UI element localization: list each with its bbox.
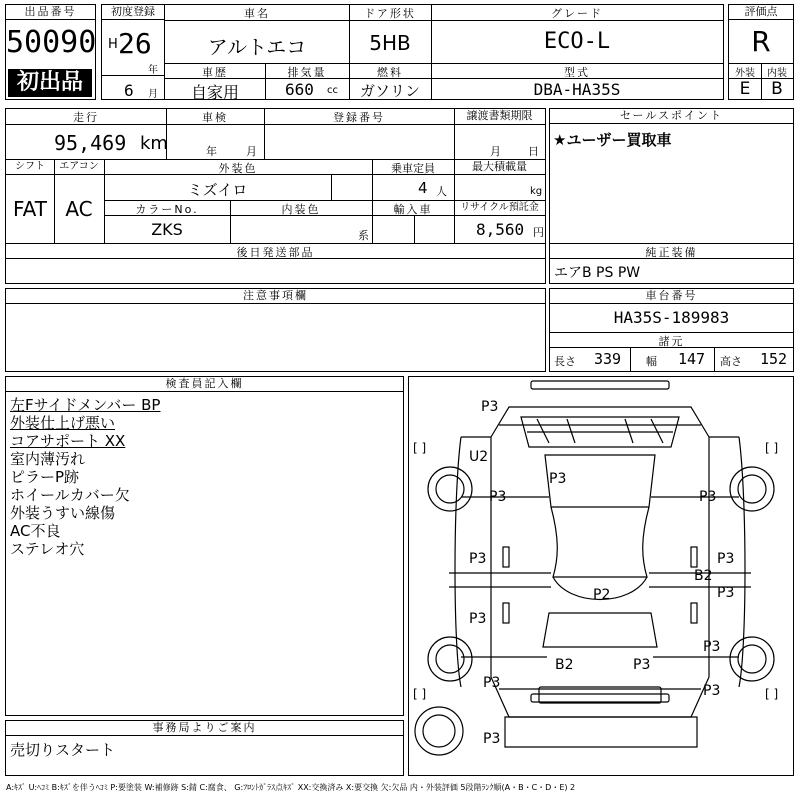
max-load-label: 最大積載量 <box>472 160 527 173</box>
chassis-number: HA35S-189983 <box>613 308 730 327</box>
damage-mark: P3 <box>481 399 499 415</box>
interior-label: 内装 <box>767 68 787 79</box>
lot-label: 出品番号 <box>6 5 95 20</box>
bracket-mark: [ ] <box>413 441 427 455</box>
door-type: 5HB <box>369 31 411 55</box>
damage-mark: P2 <box>593 587 611 603</box>
damage-mark: B2 <box>555 657 574 673</box>
damage-mark: B2 <box>694 568 713 584</box>
lot-box <box>5 4 96 100</box>
model-label: 型式 <box>564 66 590 79</box>
damage-mark: P3 <box>717 585 735 601</box>
height-label: 高さ <box>720 355 742 368</box>
month-unit: 月 <box>148 89 158 100</box>
notes-box <box>5 288 546 372</box>
damage-mark: P3 <box>633 657 651 673</box>
int-color-suffix: 系 <box>358 229 369 242</box>
sales-point-text: ★ユーザー買取車 <box>553 131 672 149</box>
inspector-box <box>5 376 404 716</box>
inspector-line: 左Fサイドメンバー BP <box>10 396 161 414</box>
capacity-label: 乗車定員 <box>391 162 435 175</box>
era: H <box>108 37 118 52</box>
later-parts-label: 後日発送部品 <box>236 246 315 259</box>
equipment-text: エアB PS PW <box>554 265 641 281</box>
mileage: 95,469 <box>54 131 127 155</box>
max-load-unit: kg <box>530 186 543 197</box>
equipment-label: 純正装備 <box>645 246 698 259</box>
first-reg-box <box>101 4 165 100</box>
mileage-label: 走行 <box>73 111 99 124</box>
history: 自家用 <box>190 83 239 102</box>
inspector-label: 検査員記入欄 <box>6 377 403 392</box>
damage-mark: P3 <box>703 683 721 699</box>
notes-label: 注意事項欄 <box>6 289 545 304</box>
ext-color-label: 外装色 <box>218 162 258 175</box>
history-label: 車歴 <box>202 66 228 79</box>
inspector-line: 外装うすい線傷 <box>10 504 116 522</box>
aircon: AC <box>65 197 93 221</box>
damage-mark: P3 <box>469 551 487 567</box>
import-label: 輸入車 <box>393 203 433 216</box>
car-name: アルトエコ <box>207 35 307 59</box>
shift-label: シフト <box>15 161 45 172</box>
recycle-fee: 8,560 <box>476 220 525 239</box>
height: 152 <box>760 350 788 368</box>
car-diagram <box>408 376 794 776</box>
inspector-line: ピラーP跡 <box>10 468 80 486</box>
damage-mark: P3 <box>489 489 507 505</box>
recycle-unit: 円 <box>533 226 544 239</box>
fuel-label: 燃料 <box>377 66 403 79</box>
exterior-grade: E <box>739 79 751 99</box>
office-box <box>5 720 404 776</box>
inspector-line: 室内薄汚れ <box>10 450 86 468</box>
displacement-label: 排気量 <box>287 66 327 79</box>
fuel: ガソリン <box>359 82 420 100</box>
first-reg-label: 初度登録 <box>102 5 164 20</box>
chassis-label: 車台番号 <box>550 289 793 304</box>
length: 339 <box>594 350 622 368</box>
grade: ECO-L <box>543 29 611 54</box>
first-reg-year: 26 <box>118 27 152 60</box>
inspector-line: 外装仕上げ悪い <box>10 414 116 432</box>
score-box <box>728 4 794 100</box>
sales-point-box <box>549 108 794 284</box>
capacity: 4 <box>418 179 428 197</box>
recycle-label: リサイクル預託金 <box>460 202 539 213</box>
reg-no-label: 登録番号 <box>333 111 385 124</box>
bracket-mark: [ ] <box>413 687 427 701</box>
transfer-label: 譲渡書類期限 <box>466 109 533 122</box>
width-label: 幅 <box>646 355 657 368</box>
car-diagram-svg <box>409 377 792 774</box>
dims-label: 諸元 <box>658 335 685 348</box>
int-color-label: 内装色 <box>281 203 321 216</box>
office-text: 売切りスタート <box>10 741 116 759</box>
transfer-day-unit: 日 <box>528 145 539 158</box>
chassis-box <box>549 288 794 372</box>
length-label: 長さ <box>554 355 576 368</box>
damage-mark: P3 <box>469 611 487 627</box>
grade-label: グレード <box>551 7 603 20</box>
inspector-line: コアサポート XX <box>10 432 126 450</box>
damage-mark: P3 <box>703 639 721 655</box>
inspection-label: 車検 <box>202 111 228 124</box>
sales-point-label: セールスポイント <box>550 109 793 124</box>
displacement: 660 <box>285 80 314 99</box>
score-value: R <box>751 25 771 58</box>
capacity-unit: 人 <box>436 185 447 198</box>
displacement-unit: cc <box>327 85 338 96</box>
damage-mark: U2 <box>469 449 489 465</box>
details-box <box>5 108 546 284</box>
width: 147 <box>678 350 706 368</box>
shift: FAT <box>12 197 47 221</box>
color-no-label: カラーNo. <box>135 203 199 216</box>
mileage-unit: km <box>140 133 168 154</box>
ext-color: ミズイロ <box>187 181 248 199</box>
transfer-month-unit: 月 <box>490 145 501 158</box>
aircon-label: エアコン <box>59 161 99 172</box>
damage-mark: P3 <box>717 551 735 567</box>
bracket-mark: [ ] <box>765 441 779 455</box>
lot-number: 50090 <box>6 25 97 60</box>
score-label: 評価点 <box>729 5 793 20</box>
first-listing-badge: 初出品 <box>8 69 92 97</box>
bracket-mark: [ ] <box>765 687 779 701</box>
damage-mark: P3 <box>549 471 567 487</box>
car-name-label: 車名 <box>244 7 270 20</box>
inspector-line: ステレオ穴 <box>10 540 85 558</box>
damage-mark: P3 <box>699 489 717 505</box>
inspection-year-unit: 年 <box>206 145 217 158</box>
legend-text: A:ｷｽﾞ U:ﾍｺﾐ B:ｷｽﾞを伴うﾍｺﾐ P:要塗装 W:補修跡 S:錆 C:腐食、 G:ﾌﾛﾝﾄｶﾞﾗｽ点ｷｽﾞ XX:交換済み X:要交換 欠:欠品 内・外装評価 5段階ﾗﾝｸ順(A・B・C・D・E) 2 <box>6 783 576 792</box>
inspector-line: ホイールカバー欠 <box>10 486 130 504</box>
interior-grade: B <box>771 79 783 99</box>
color-no: ZKS <box>151 220 183 239</box>
vehicle-info-box <box>164 4 724 100</box>
door-label: ドア形状 <box>364 7 416 20</box>
model-code: DBA-HA35S <box>533 80 621 99</box>
office-label: 事務局よりご案内 <box>6 721 403 736</box>
inspection-month-unit: 月 <box>246 145 257 158</box>
damage-mark: P3 <box>483 731 501 747</box>
inspector-line: AC不良 <box>10 522 61 540</box>
year-unit: 年 <box>148 65 158 76</box>
first-reg-month: 6 <box>124 81 134 100</box>
damage-mark: P3 <box>483 675 501 691</box>
exterior-label: 外装 <box>735 68 755 79</box>
